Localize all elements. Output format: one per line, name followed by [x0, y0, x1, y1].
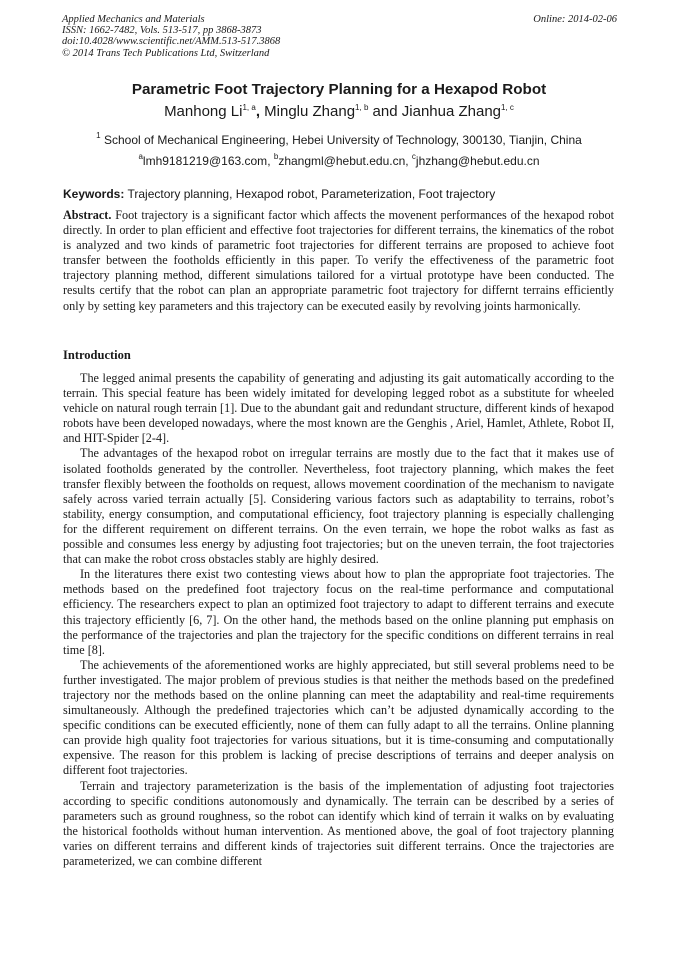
email-mark: b — [273, 152, 279, 161]
paragraph: The achievements of the aforementioned works are highly appreciated, but still several problems need to be further investigated. The major problem of previous studies is that neither the methods based on the predefined trajectory nor the methods based on the online planning can meet the adaptability and real-time requirements simultaneously. Although the predefined trajectories which can’t be adjusted dynamically according to the specific conditions can be executed efficiently, none of them can fully adapt to all the terrains. Online planning can provide high quality foot trajectories for various situations, but it is time-consuming and computationally expensive. The reason for this problem is lacking of precise descriptions of terrains and deeper analysis on different foot trajectories. — [63, 657, 614, 778]
journal-doi: doi:10.4028/www.scientific.net/AMM.513-517.3868 — [62, 36, 281, 48]
abstract — [63, 208, 614, 314]
journal-header — [62, 14, 617, 59]
author-separator: and — [368, 103, 402, 120]
keywords-label: Keywords: — [63, 187, 125, 201]
email-separator: , — [267, 154, 274, 168]
paragraph: Terrain and trajectory parameterization is the basis of the implementation of adjusting foot trajectories according to specific conditions autonomously and dynamically. The terrain can be described by a series of parameters such as ground roughness, so the robot can identify which kind of terrain it walks on by evaluating the historical footholds without human intervention. As mentioned above, the goal of foot trajectory planning varies on different terrains and different kinds of trajectories suit different terrains. Once the trajectories are parameterized, we can combine different — [63, 778, 614, 868]
paragraph: In the literatures there exist two contesting views about how to plan the appropriate foot trajectories. The methods based on the predefined foot trajectory focus on the real-time performance and computational efficiency. The researchers expect to plan an optimized foot trajectory to adapt to different terrains and execute this trajectory efficiently [6, 7]. On the other hand, the methods based on the online planning put emphasis on the performance of the trajectories and plan the trajectory for the specific conditions on different terrains in real time [8]. — [63, 567, 614, 657]
author-list — [0, 103, 678, 120]
affiliation-mark: 1 — [96, 131, 101, 140]
journal-copyright: © 2014 Trans Tech Publications Ltd, Switzerland — [62, 47, 270, 59]
email-mark: c — [411, 152, 416, 161]
keywords — [63, 187, 618, 201]
author-affiliation-mark: 1, a — [242, 103, 256, 112]
abstract-text: Foot trajectory is a significant factor which affects the movenent performances of the hexapod robot directly. In order to plan efficient and effective foot trajectories for different terrains, the kinematics of the robot is analyzed and two kinds of parametric foot trajectories for different terrains are proposed to achieve foot transfer between the footholds efficiently in this paper. To verify the effectiveness of the parametric foot trajectory planning method, different simulations tailored for a virtual prototype have been conducted. The results certify that the robot can plan an appropriate parametric foot trajectory for differnt terrains efficiently only by setting key parameters and this trajectory can be executed easily by revolving joints harmonically. — [63, 208, 615, 313]
journal-issn: ISSN: 1662-7482, Vols. 513-517, pp 3868-3873 — [62, 25, 262, 37]
introduction-body — [63, 371, 614, 869]
email-address[interactable]: zhangml@hebut.edu.cn — [278, 154, 406, 168]
paragraph: The legged animal presents the capability of generating and adjusting its gait automatically according to the terrain. This special feature has been widely imitated for developing legged robot as a substitute for wheeled vehicle on natural rough terrain [1]. Due to the abundant gait and redundant structure, different kinds of hexapod robots have been developed nowadays, where the most known are the Genghis , Ariel, Hamlet, Athlete, Robot II, and HIT-Spider [2-4]. — [63, 371, 614, 446]
email-address[interactable]: lmh9181219@163.com — [142, 154, 268, 168]
author-name: Jianhua Zhang — [401, 103, 502, 120]
author-name: Minglu Zhang — [264, 103, 356, 120]
email-separator: , — [405, 154, 412, 168]
author-affiliation-mark: 1, c — [501, 103, 514, 112]
author-separator: , — [255, 103, 265, 120]
email-list — [0, 152, 678, 168]
keywords-text: Trajectory planning, Hexapod robot, Parameterization, Foot trajectory — [127, 187, 496, 201]
email-address[interactable]: jhzhang@hebut.edu.cn — [415, 154, 540, 168]
introduction-heading: Introduction — [63, 348, 131, 362]
affiliation-text: School of Mechanical Engineering, Hebei University of Technology, 300130, Tianjin, China — [103, 133, 582, 147]
online-date: Online: 2014-02-06 — [533, 14, 617, 25]
author-name: Manhong Li — [164, 103, 243, 120]
author-affiliation-mark: 1, b — [355, 103, 369, 112]
email-mark: a — [138, 152, 143, 161]
journal-name: Applied Mechanics and Materials — [62, 14, 205, 25]
paper-title: Parametric Foot Trajectory Planning for a Hexapod Robot — [131, 81, 547, 98]
paragraph: The advantages of the hexapod robot on irregular terrains are mostly due to the fact that it makes use of isolated footholds generated by the controller. Nevertheless, foot trajectory planning, which makes the feet transfer flexibly between the footholds on request, allows movement coordination of the mechanism to navigate safely across varied terrain actually [5]. Considering various factors such as adaptability to terrains, robot’s stability, energy consumption, and computational efficiency, foot trajectory planning is especially challenging for the different requirement on different terrains. On the even terrain, we hope the robot walks as fast as possible and consumes less energy by adjusting foot trajectories; but on the uneven terrain, the foot trajectories that can make the robot cross obstacles stably are highly desired. — [63, 446, 614, 567]
abstract-label: Abstract. — [63, 208, 112, 222]
affiliation — [0, 131, 678, 147]
